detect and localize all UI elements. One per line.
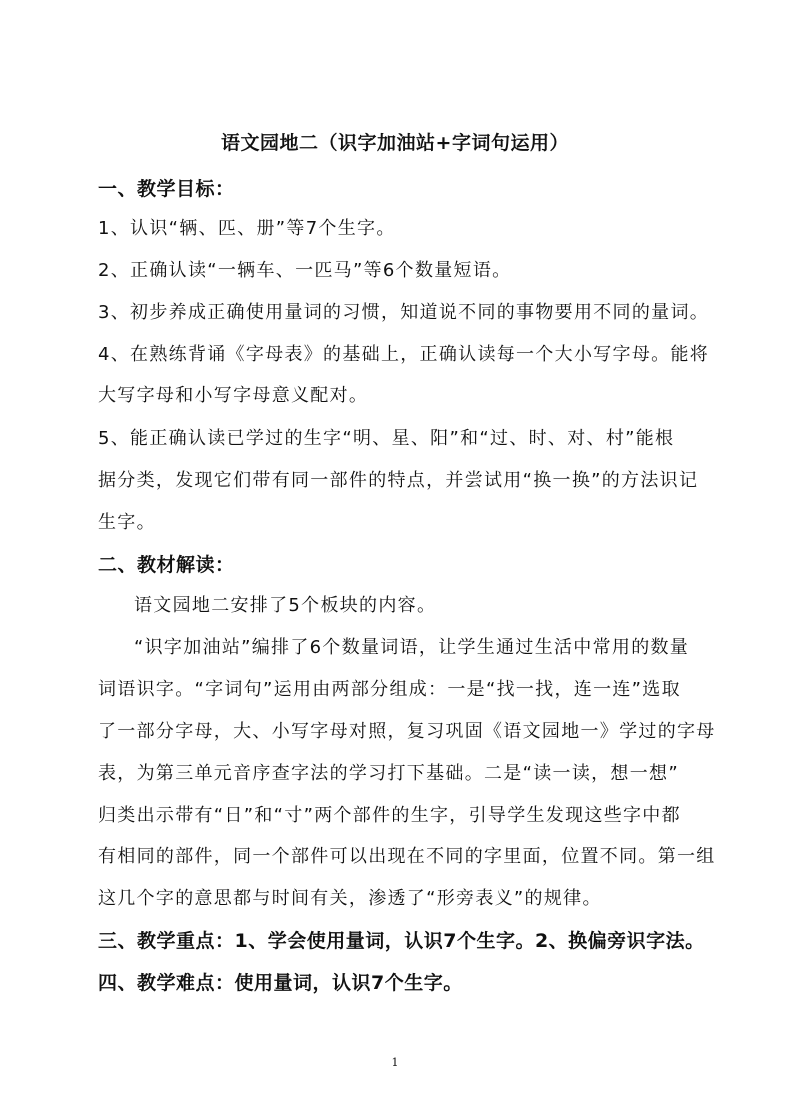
objective-line: 大写字母和小写字母意义配对。 xyxy=(98,385,369,406)
objective-line: 据分类，发现它们带有同一部件的特点，并尝试用“换一换”的方法识记 xyxy=(98,470,699,491)
material-paragraph-line: “识字加油站”编排了6个数量词语，让学生通过生活中常用的数量 xyxy=(134,637,690,658)
material-paragraph-line: 词语识字。“字词句”运用由两部分组成：一是“找一找，连一连”选取 xyxy=(98,679,681,700)
material-paragraph-line: 了一部分字母，大、小写字母对照，复习巩固《语文园地一》学过的字母 xyxy=(98,721,716,742)
page-title: 语文园地二（识字加油站+字词句运用） xyxy=(221,132,569,154)
objective-line: 3、初步养成正确使用量词的习惯，知道说不同的事物要用不同的量词。 xyxy=(98,302,710,323)
objective-line: 生字。 xyxy=(98,512,156,533)
material-paragraph-line: 归类出示带有“日”和“寸”两个部件的生字，引导学生发现这些字中都 xyxy=(98,805,681,826)
objective-line: 5、能正确认读已学过的生字“明、星、阳”和“过、时、对、村”能根 xyxy=(98,428,675,449)
page-number: 1 xyxy=(391,1056,399,1069)
objective-line: 4、在熟练背诵《字母表》的基础上，正确认读每一个大小写字母。能将 xyxy=(98,344,710,365)
material-paragraph-line: 有相同的部件，同一个部件可以出现在不同的字里面，位置不同。第一组 xyxy=(98,846,716,867)
section-heading-material: 二、教材解读： xyxy=(98,554,235,576)
material-paragraph-line: 这几个字的意思都与时间有关，渗透了“形旁表义”的规律。 xyxy=(98,888,602,909)
section-heading-objectives: 一、教学目标： xyxy=(98,178,235,200)
objective-line: 1、认识“辆、匹、册”等7个生字。 xyxy=(98,218,396,239)
material-paragraph-line: 语文园地二安排了5个板块的内容。 xyxy=(134,595,437,616)
material-paragraph-line: 表，为第三单元音序查字法的学习打下基础。二是“读一读，想一想” xyxy=(98,763,679,784)
section-heading-difficulties: 四、教学难点：使用量词，认识7个生字。 xyxy=(98,972,463,994)
objective-line: 2、正确认读“一辆车、一匹马”等6个数量短语。 xyxy=(98,260,512,281)
section-heading-key-points: 三、教学重点：1、学会使用量词，认识7个生字。2、换偏旁识字法。 xyxy=(98,930,705,952)
